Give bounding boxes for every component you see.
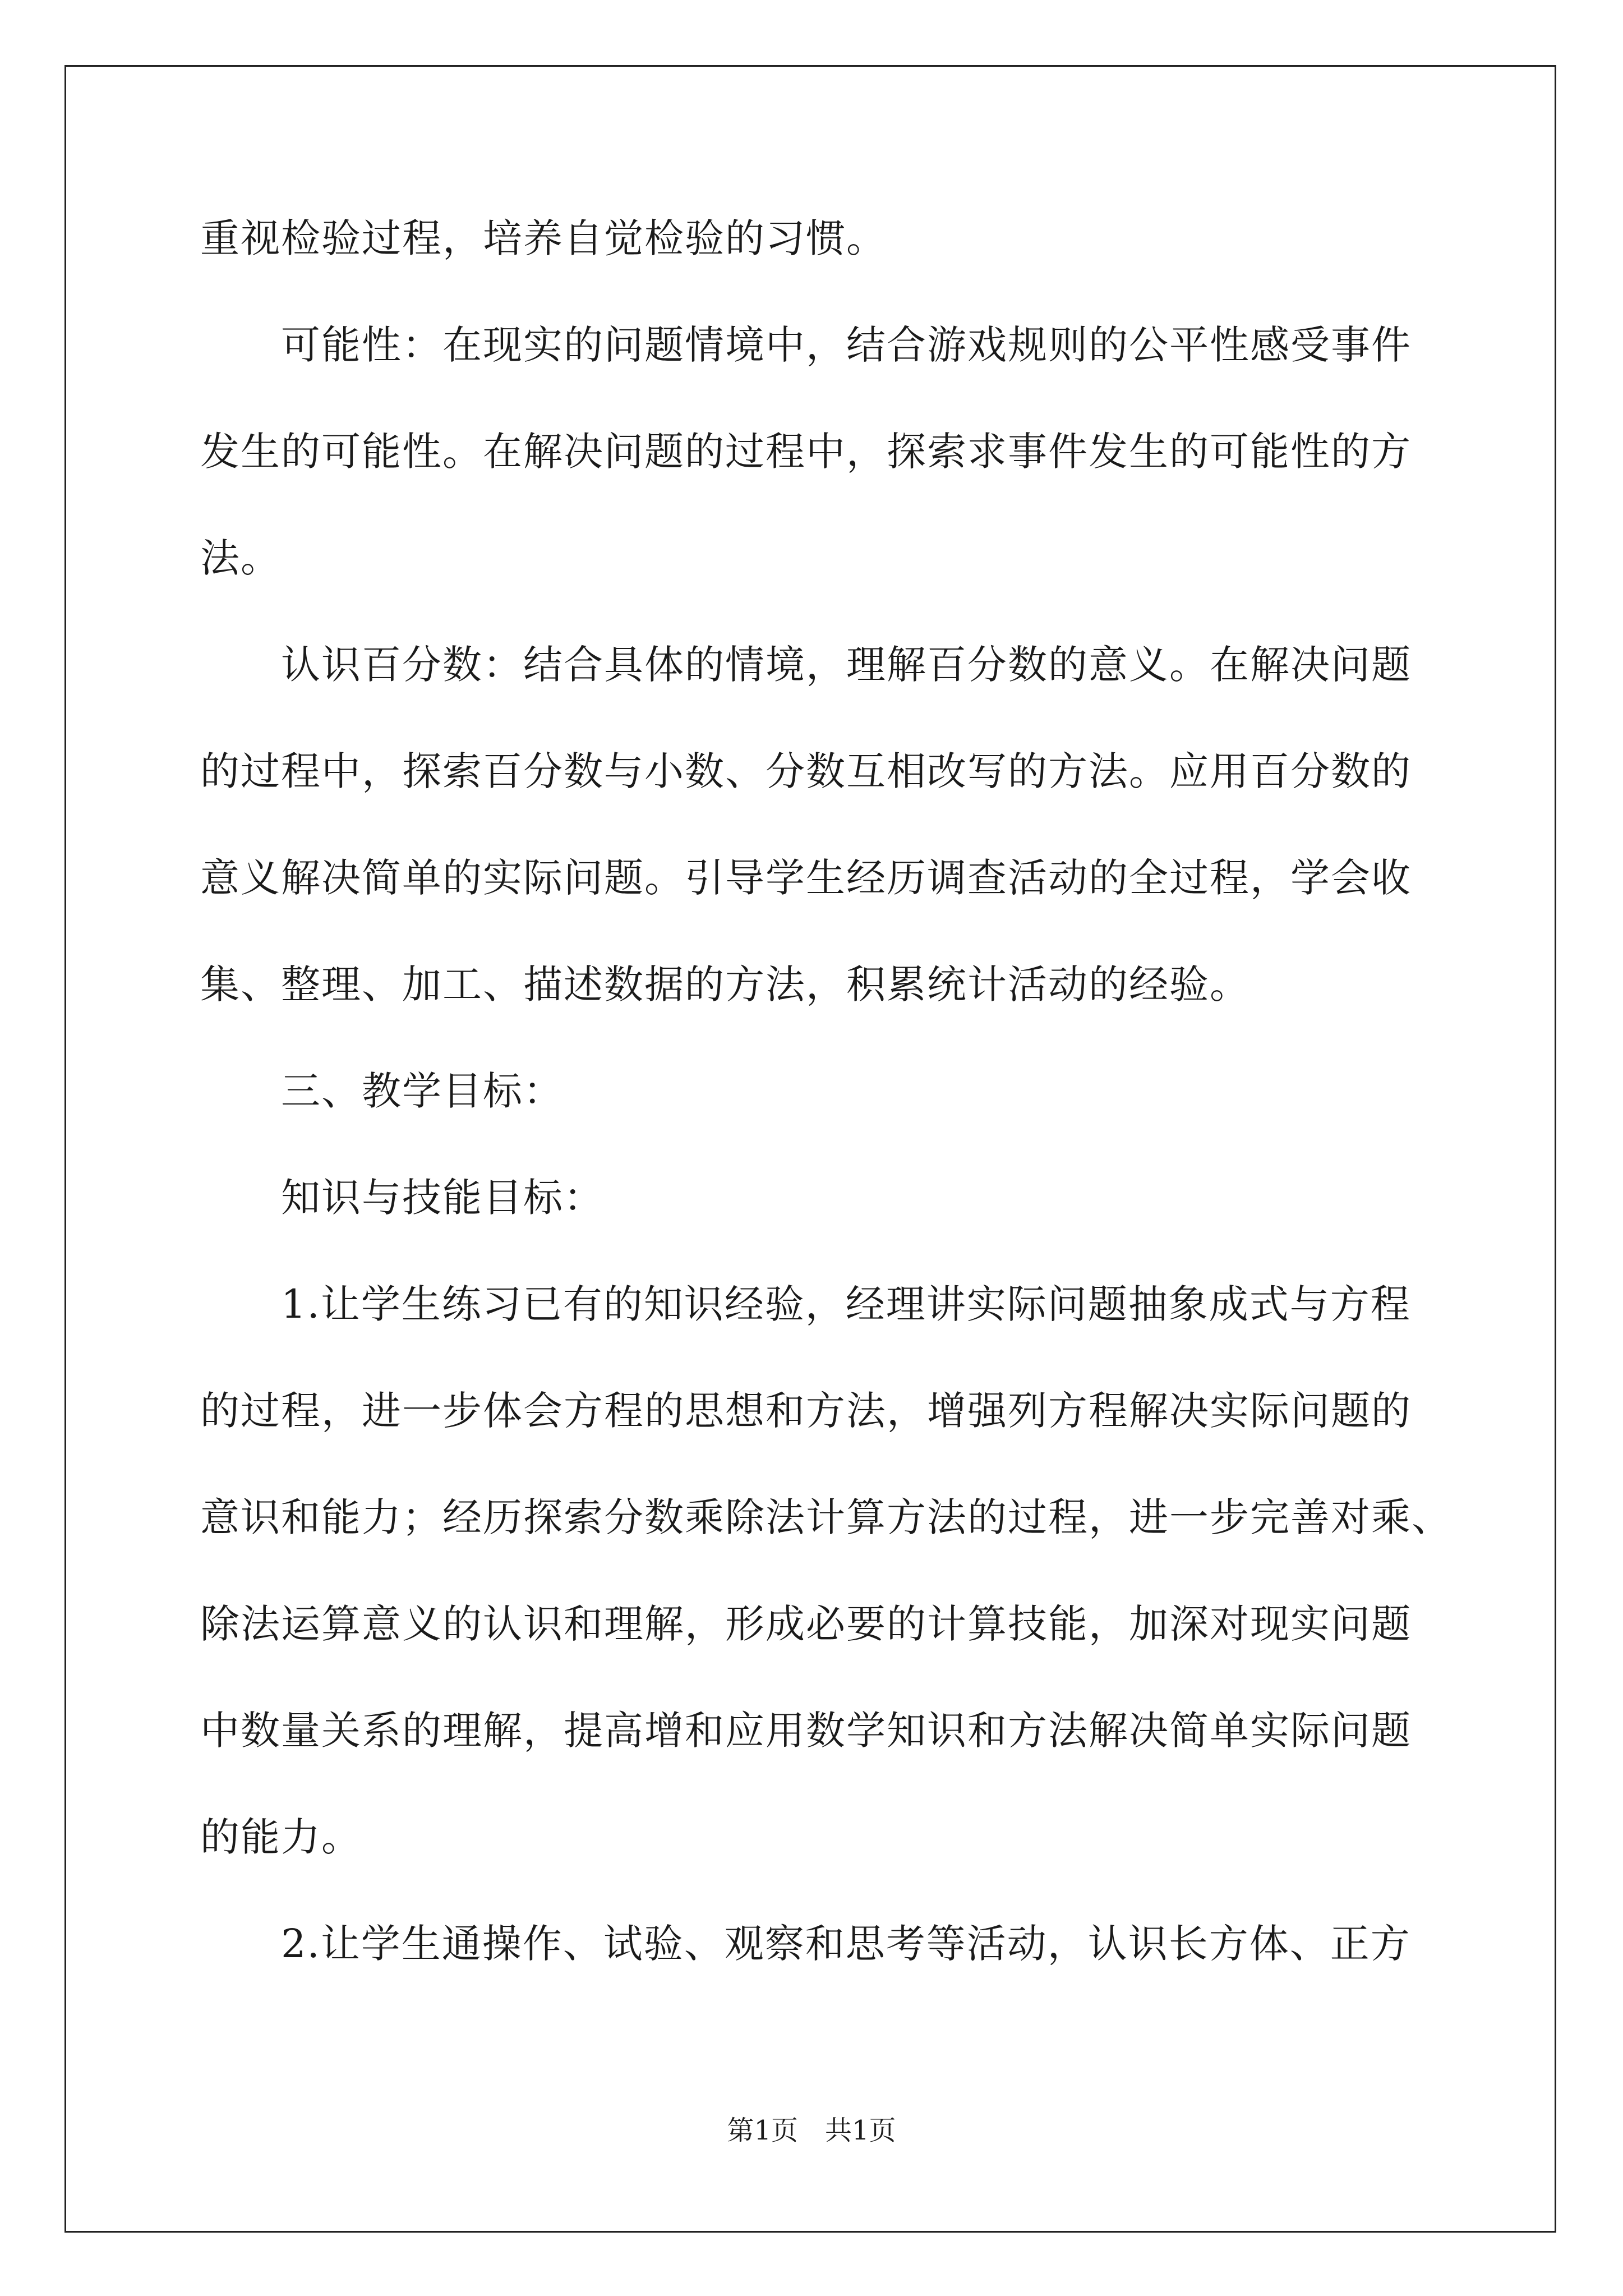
text-line: 中数量关系的理解，提高增和应用数学知识和方法解决简单实际问题 bbox=[200, 1708, 1412, 1754]
text-line: 2.让学生通操作、试验、观察和思考等活动，认识长方体、正方 bbox=[200, 1921, 1411, 1967]
text-line: 法。 bbox=[200, 535, 281, 581]
text-line: 的能力。 bbox=[200, 1814, 362, 1860]
text-line: 发生的可能性。在解决问题的过程中，探索求事件发生的可能性的方 bbox=[200, 429, 1412, 475]
subsection-heading: 知识与技能目标： bbox=[200, 1175, 604, 1221]
text-line: 重视检验过程，培养自觉检验的习惯。 bbox=[200, 215, 887, 261]
text-line: 意义解决简单的实际问题。引导学生经历调查活动的全过程，学会收 bbox=[200, 855, 1412, 901]
page-number: 第1页 bbox=[727, 2115, 798, 2146]
text-line: 除法运算意义的认识和理解，形成必要的计算技能，加深对现实问题 bbox=[200, 1601, 1412, 1647]
page-border bbox=[64, 65, 1556, 2233]
page-footer bbox=[0, 2114, 1623, 2147]
text-line: 的过程，进一步体会方程的思想和方法，增强列方程解决实际问题的 bbox=[200, 1388, 1412, 1434]
text-line: 集、整理、加工、描述数据的方法，积累统计活动的经验。 bbox=[200, 961, 1250, 1007]
text-line: 1.让学生练习已有的知识经验，经理讲实际问题抽象成式与方程 bbox=[200, 1281, 1411, 1327]
text-line: 的过程中，探索百分数与小数、分数互相改写的方法。应用百分数的 bbox=[200, 748, 1412, 794]
section-heading: 三、教学目标： bbox=[200, 1068, 564, 1114]
text-line: 认识百分数：结合具体的情境，理解百分数的意义。在解决问题 bbox=[200, 642, 1412, 688]
text-line: 可能性：在现实的问题情境中，结合游戏规则的公平性感受事件 bbox=[200, 322, 1412, 368]
total-pages: 共1页 bbox=[825, 2115, 896, 2146]
text-line: 意识和能力；经历探索分数乘除法计算方法的过程，进一步完善对乘、 bbox=[200, 1494, 1452, 1540]
